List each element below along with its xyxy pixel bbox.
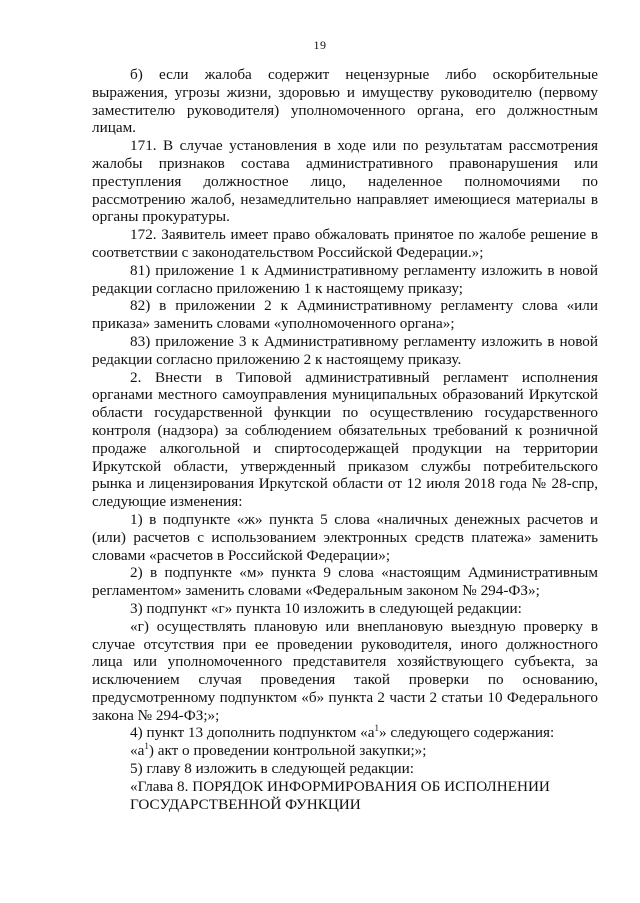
p13-sup: 1 [144,741,149,752]
paragraph-82: 82) в приложении 2 к Административному регламенту слова «или приказа» заменить словами «уполномоченного органа»; [92,297,598,333]
chapter-heading-line-1: «Глава 8. ПОРЯДОК ИНФОРМИРОВАНИЯ ОБ ИСПОЛНЕНИИ [130,777,550,795]
page-number: 19 [313,38,327,52]
paragraph-2-4-a1 [92,742,598,760]
p13-after: ) акт о проведении контрольной закупки;»; [148,742,427,760]
paragraph-2-1: 1) в подпункте «ж» пункта 5 слова «наличных денежных расчетов и (или) расчетов с использованием электронных средств платежа» заменить словами «расчетов в Российской Федерации»; [92,510,598,564]
p12-after: » следующего содержания: [378,724,555,742]
paragraph-171: 171. В случае установления в ходе или по результатам рассмотрения жалобы признаков состава административного правонарушения или преступления должностное лицо, наделенное полномочиями по рассмотрению жалоб, незамедлительно направляет имеющиеся материалы в органы прокуратуры. [92,137,598,226]
paragraph-2-2: 2) в подпункте «м» пункта 9 слова «настоящим Административным регламентом» заменить словами «Федеральным законом № 294-ФЗ»; [92,564,598,600]
paragraph-83: 83) приложение 3 к Административному регламенту изложить в новой редакции согласно приложению 2 к настоящему приказу. [92,332,598,368]
document-body [92,66,598,813]
paragraph-81: 81) приложение 1 к Административному регламенту изложить в новой редакции согласно приложению 1 к настоящему приказу; [92,261,598,297]
p12-sup: 1 [374,723,379,734]
paragraph-2-5: 5) главу 8 изложить в следующей редакции: [130,760,415,778]
p12-before: 4) пункт 13 дополнить подпунктом «а [130,724,375,742]
p13-before: «а [130,742,145,760]
paragraph-2-4 [92,724,598,742]
paragraph-b: б) если жалоба содержит нецензурные либо оскорбительные выражения, угрозы жизни, здоровью и имуществу руководителю (первому заместителю руководителя) уполномоченного органа, его должностным лицам. [92,66,598,137]
paragraph-2: 2. Внести в Типовой административный регламент исполнения органами местного самоуправления муниципальных образований Иркутской области государственной функции по осуществлению государственного контроля (надзора) за соблюдением обязательных требований к розничной продаже алкогольной и спиртосодержащей продукции на территории Иркутской области, утвержденный приказом службы потребительского рынка и лицензирования Иркутской области от 12 июля 2018 года № 28-спр, следующие изменения: [92,368,598,511]
paragraph-2-3-g: «г) осуществлять плановую или внеплановую выездную проверку в случае отсутствия при ее проведении руководителя, иного должностного лица или уполномоченного представителя хозяйствующего субъекта, за исключением случая проведения такой проверки по основанию, предусмотренному подпунктом «б» пункта 2 части 2 статьи 10 Федерального закона № 294-ФЗ;»; [92,617,598,724]
paragraph-172: 172. Заявитель имеет право обжаловать принятое по жалобе решение в соответствии с законодательством Российской Федерации.»; [92,226,598,261]
chapter-heading-line-2: ГОСУДАРСТВЕННОЙ ФУНКЦИИ [130,795,361,813]
paragraph-2-3: 3) подпункт «г» пункта 10 изложить в следующей редакции: [130,599,522,617]
